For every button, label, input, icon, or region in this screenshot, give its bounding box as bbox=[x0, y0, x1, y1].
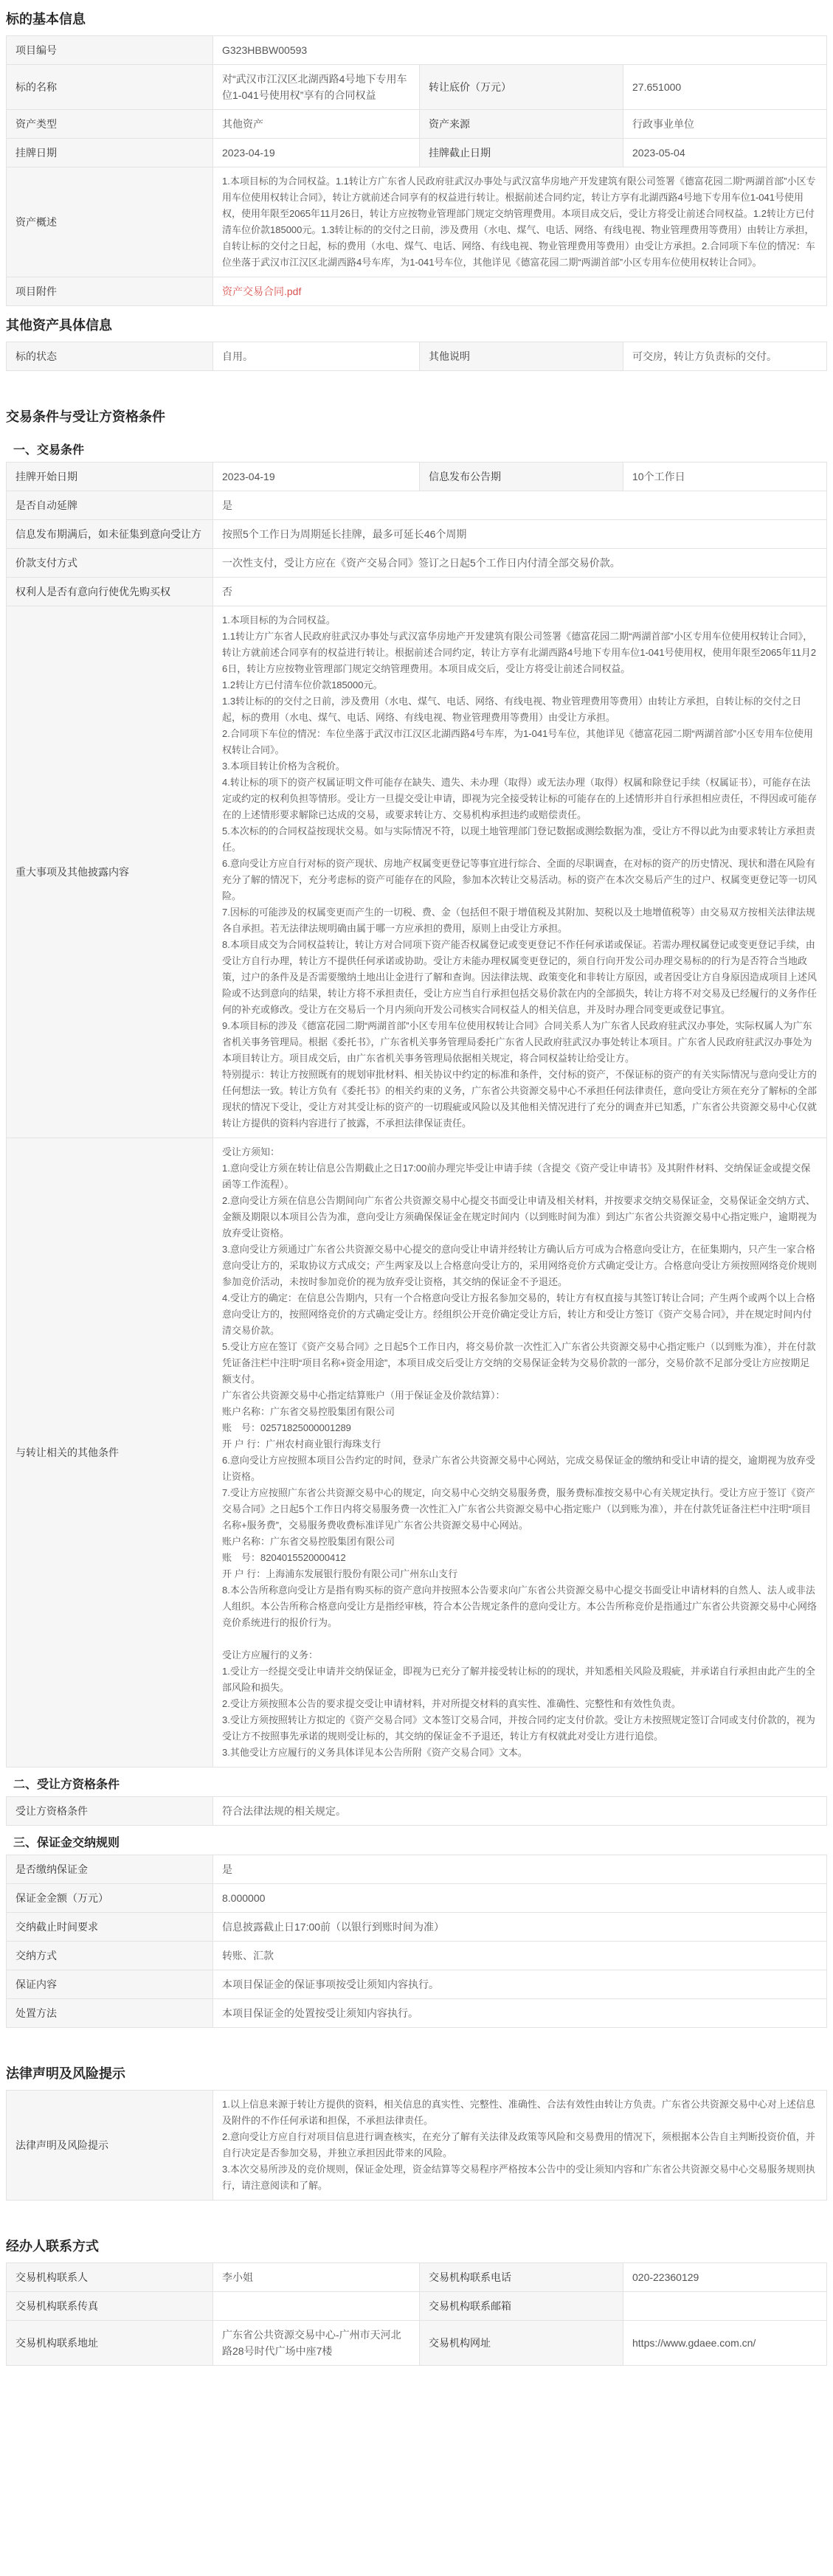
legal-table bbox=[6, 2090, 827, 2201]
name-label: 标的名称 bbox=[7, 65, 213, 110]
major-value: 1.本项目标的为合同权益。 1.1转让方广东省人民政府驻武汉办事处与武汉富华房地产开发建筑有限公司签署《德富花园二期“两湖首部”小区专用车位使用权转让合同》，转让方就前述合同享有的权益进行转让。根据前述合同约定，转让方享有北湖西路4号地下专用车位1-041号使用权，使用年限至2065年11月26日，转让方应按物业管理部门规定交纳管理费用。本项目成交后，受让方将受让前述合同权益。 1.2转让方已付清车位价款185000元。 1.3转让标的的交付之日前，涉及费用（水电、煤气、电话、网络、有线电视、物业管理费用等费用）由转让方承担，自转让标的交付之日起，标的费用（水电、煤气、电话、网络、有线电视、物业管理费用等费用）由受让方承担。 2.合同项下车位的情况：车位坐落于武汉市江汉区北湖西路4号车库，为1-041号车位，其他详见《德富花园二期“两湖首部”小区专用车位使用权转让合同》。 3.本项目转让价格为含税价。 4.转让标的项下的资产权属证明文件可能存在缺失、遗失、未办理（取得）或无法办理（取得）权属和除登记手续（权属证书），可能存在法定或约定的权利负担等情形。受让方一旦提交受让申请，即视为完全接受转让标的可能存在的上述情形并自行承担相应责任，不得因或可能存在的上述情形要求解除已达成的交易，或要求转让方、交易机构承担违约或赔偿责任。 5.本次标的的合同权益按现状交易。如与实际情况不符，以现土地管理部门登记数据或测绘数据为准，受让方不得以此为由要求转让方承担责任。 6.意向受让方应自行对标的资产现状、房地产权属变更登记等事宜进行综合、全面的尽职调查，在对标的资产的历史情况、现状和潜在风险有充分了解的情况下，充分考虑标的资产可能存在的风险，参加本次转让交易活动。标的资产在本次交易后产生的过户、权属变更登记等一切风险。 7.因标的可能涉及的权属变更而产生的一切税、费、金（包括但不限于增值税及其附加、契税以及土地增值税等）由交易双方按相关法律法规各自承担。若无法律法规明确由属于哪一方应承担的费用，原则上由受让方承担。 8.本项目成交为合同权益转让，转让方对合同项下资产能否权属登记或变更登记不作任何承诺或保证。若需办理权属登记或变更登记手续，由受让方自行办理，转让方不提供任何承诺或协助。受让方未能办理权属变更登记的，须自行向开发公司办理交易标的的行为是否符合当地政策，过户的条件及是否需要缴纳土地出让金进行了解和查询。因法律法规、政策变化和非转让方原因，或者因受让方自身原因造成项目上述风险或不达到意向的结果，转让方将不承担责任，受让方应当自行承担包括交易价款在内的全部损失，转让方将不对交易及已经履行的义务作任何的补充或修改。受让方在交易后一个月内须向开发公司核实合同权益人的相关信息，并及时办理合同变更或登记事宜。 9.本项目标的涉及《德富花园二期“两湖首部”小区专用车位使用权转让合同》合同关系人为广东省人民政府驻武汉办事处，实际权属人为广东省机关事务管理局。根据《委托书》，广东省机关事务管理局委托广东省人民政府驻武汉办事处转让本项目。广东省人民政府驻武汉办事处为本项目转让方。项目成交后，由广东省机关事务管理局依据相关规定，将合同权益转让给受让方。 特别提示：转让方按照既有的规划审批材料、相关协议中约定的标准和条件，交付标的资产，不保证标的资产的有关实际情况与意向受让方的任何想法一致。转让方负有《委托书》的相关约束的义务，广东省公共资源交易中心不承担任何法律责任，意向受让方须在充分了解标的全部现状的情况下受让，受让方对其受让标的资产的一切瑕疵或风险以及其他相关情况进行了充分的调查并已知悉，广东省公共资源交易中心仅就转让方提供的资料内容进行了披露，不承担法律保证责任。 bbox=[213, 606, 827, 1138]
phone-value: 020-22360129 bbox=[623, 2263, 827, 2292]
phone-label: 交易机构联系电话 bbox=[420, 2263, 623, 2292]
sub-title-trade: 一、交易条件 bbox=[13, 444, 85, 457]
amount-value: 8.000000 bbox=[213, 1884, 827, 1913]
table-row bbox=[7, 277, 827, 306]
price-label: 转让底价（万元） bbox=[420, 65, 623, 110]
table-row bbox=[7, 2292, 827, 2321]
section-title-conditions: 交易条件与受让方资格条件 bbox=[6, 409, 165, 424]
status-value: 自用。 bbox=[213, 342, 420, 371]
overview-label: 资产概述 bbox=[7, 167, 213, 277]
site-link[interactable]: https://www.gdaee.com.cn/ bbox=[632, 2337, 756, 2349]
table-row bbox=[7, 1138, 827, 1767]
section-title-contact: 经办人联系方式 bbox=[6, 2239, 99, 2254]
list-date-value: 2023-04-19 bbox=[213, 139, 420, 167]
pay-value: 一次性支付，受让方应在《资产交易合同》签订之日起5个工作日内付清全部交易价款。 bbox=[213, 549, 827, 578]
period-label: 信息发布公告期 bbox=[420, 463, 623, 491]
table-row bbox=[7, 2263, 827, 2292]
sub-title-deposit: 三、保证金交纳规则 bbox=[13, 1837, 120, 1849]
deadline-value: 2023-05-04 bbox=[623, 139, 827, 167]
table-row bbox=[7, 2321, 827, 2366]
deadline-label: 挂牌截止日期 bbox=[420, 139, 623, 167]
table-row bbox=[7, 1855, 827, 1884]
extend-label: 信息发布期满后，如未征集到意向受让方 bbox=[7, 520, 213, 549]
deposit-deadline-label: 交纳截止时间要求 bbox=[7, 1913, 213, 1942]
addr-label: 交易机构联系地址 bbox=[7, 2321, 213, 2366]
deposit-deadline-value: 信息披露截止日17:00前（以银行到账时间为准） bbox=[213, 1913, 827, 1942]
need-label: 是否缴纳保证金 bbox=[7, 1855, 213, 1884]
table-row bbox=[7, 1884, 827, 1913]
major-label: 重大事项及其他披露内容 bbox=[7, 606, 213, 1138]
start-label: 挂牌开始日期 bbox=[7, 463, 213, 491]
project-no-value: G323HBBW00593 bbox=[213, 36, 827, 65]
amount-label: 保证金金额（万元） bbox=[7, 1884, 213, 1913]
attachment-link[interactable]: 资产交易合同.pdf bbox=[222, 285, 302, 297]
section-title-basic: 标的基本信息 bbox=[6, 12, 86, 27]
table-row bbox=[7, 139, 827, 167]
related-value: 受让方须知： 1.意向受让方须在转让信息公告期截止之日17:00前办理完毕受让申请手续（含提交《资产受让申请书》及其附件材料、交纳保证金或提交保函等工作流程）。 2.意向受让方须在信息公告期间向广东省公共资源交易中心提交书面受让申请及相关材料，并按要求交纳交易保证金，交易保证金交纳方式、金额及期限以本项目公告为准，意向受让方须确保保证金在规定时间内（以到账时间为准）到达广东省公共资源交易中心指定账户，逾期视为放弃受让资格。 3.意向受让方须通过广东省公共资源交易中心提交的意向受让申请并经转让方确认后方可成为合格意向受让方，在征集期内，只产生一家合格意向受让方的，采取协议方式成交；产生两家及以上合格意向受让方的，采用网络竞价方式确定受让方。合格意向受让方须按照网络竞价规则参加竞价活动，未按时参加竞价的视为放弃受让资格，其交纳的保证金不予退还。 4.受让方的确定：在信息公告期内，只有一个合格意向受让方报名参加交易的，转让方有权直接与其签订转让合同；产生两个或两个以上合格意向受让方的，按照网络竞价的方式确定受让方。经组织公开竞价确定受让方后，转让方和受让方签订《资产交易合同》，并在规定时间内付清交易价款。 5.受让方应在签订《资产交易合同》之日起5个工作日内，将交易价款一次性汇入广东省公共资源交易中心指定账户（以到账为准），并在付款凭证备注栏中注明“项目名称+资金用途”，本项目成交后受让方交纳的交易保证金转为交易价款的一部分，交易价款不足部分受让方应按期足额支付。 广东省公共资源交易中心指定结算账户（用于保证金及价款结算）： 账户名称：广东省交易控股集团有限公司 账 号：02571825000001289 开 户 行：广州农村商业银行海珠支行 6.意向受让方应按照本项目公告约定的时间，登录广东省公共资源交易中心网站，完成交易保证金的缴纳和受让申请的提交，逾期视为放弃受让资格。 7.受让方应按照广东省公共资源交易中心的规定，向交易中心交纳交易服务费，服务费标准按交易中心有关规定执行。受让方应于签订《资产交易合同》之日起5个工作日内将交易服务费一次性汇入广东省公共资源交易中心指定账户（以到账为准），并在付款凭证备注栏中注明“项目名称+服务费”，交易服务费收费标准详见广东省公共资源交易中心网站。 账户名称：广东省交易控股集团有限公司 账 号：8204015520000412 开 户 行：上海浦东发展银行股份有限公司广州东山支行 8.本公告所称意向受让方是指有购买标的资产意向并按照本公告要求向广东省公共资源交易中心提交书面受让申请材料的自然人、法人或非法人组织。本公告所称合格意向受让方是指经审核，符合本公告规定条件的意向受让方。本公告所称竞价是指通过广东省公共资源交易中心网络竞价系统进行的报价行为。 受让方应履行的义务： 1.受让方一经提交受让申请并交纳保证金，即视为已充分了解并接受转让标的的现状，并知悉相关风险及瑕疵，并承诺自行承担由此产生的全部风险和损失。 2.受让方须按照本公告的要求提交受让申请材料，并对所提交材料的真实性、准确性、完整性和有效性负责。 3.受让方须按照转让方拟定的《资产交易合同》文本签订交易合同，并按合同约定支付价款。受让方未按照规定签订合同或支付价款的，视为受让方不按照事先承诺的规则受让标的，其交纳的保证金不予退还，转让方有权就此对受让方进行追偿。 3.其他受让方应履行的义务具体详见本公告所附《资产交易合同》文本。 bbox=[213, 1138, 827, 1767]
form-value: 本项目保证金的保证事项按受让须知内容执行。 bbox=[213, 1970, 827, 1999]
method-value: 转账、汇款 bbox=[213, 1942, 827, 1970]
table-row bbox=[7, 1970, 827, 1999]
start-value: 2023-04-19 bbox=[213, 463, 420, 491]
pay-label: 价款支付方式 bbox=[7, 549, 213, 578]
email-label: 交易机构联系邮箱 bbox=[420, 2292, 623, 2321]
other-value: 可交房，转让方负责标的交付。 bbox=[623, 342, 827, 371]
table-row bbox=[7, 2091, 827, 2201]
type-value: 其他资产 bbox=[213, 110, 420, 139]
sub-title-qualification: 二、受让方资格条件 bbox=[13, 1779, 120, 1791]
table-row bbox=[7, 520, 827, 549]
table-row bbox=[7, 1797, 827, 1826]
other-info-table bbox=[6, 342, 827, 371]
priority-value: 否 bbox=[213, 578, 827, 606]
table-row bbox=[7, 463, 827, 491]
table-row bbox=[7, 65, 827, 110]
section-title-legal: 法律声明及风险提示 bbox=[6, 2066, 125, 2081]
name-value: 对“武汉市江汉区北湖西路4号地下专用车位1-041号使用权”享有的合同权益 bbox=[213, 65, 420, 110]
priority-label: 权利人是否有意向行使优先购买权 bbox=[7, 578, 213, 606]
table-row bbox=[7, 36, 827, 65]
form-label: 保证内容 bbox=[7, 1970, 213, 1999]
table-row bbox=[7, 491, 827, 520]
person-label: 交易机构联系人 bbox=[7, 2263, 213, 2292]
source-label: 资产来源 bbox=[420, 110, 623, 139]
deposit-table bbox=[6, 1855, 827, 2028]
price-value: 27.651000 bbox=[623, 65, 827, 110]
legal-value: 1.以上信息来源于转让方提供的资料，相关信息的真实性、完整性、准确性、合法有效性由转让方负责。广东省公共资源交易中心对上述信息及附件的不作任何承诺和担保，不承担法律责任。 2.意向受让方应自行对项目信息进行调查核实，在充分了解有关法律及政策等风险和交易费用的情况下，须根据本公告自主判断投资价值，并自行决定是否参加交易，并独立承担因此带来的风险。 3.本次交易所涉及的竞价规则，保证金处理，资金结算等交易程序严格按本公告中的受让须知内容和广东省公共资源交易中心交易服务规则执行，请注意阅读和了解。 bbox=[213, 2091, 827, 2201]
table-row bbox=[7, 606, 827, 1138]
type-label: 资产类型 bbox=[7, 110, 213, 139]
auto-value: 是 bbox=[213, 491, 827, 520]
contact-table bbox=[6, 2262, 827, 2366]
addr-value: 广东省公共资源交易中心-广州市天河北路28号时代广场中座7楼 bbox=[213, 2321, 420, 2366]
attachment-label: 项目附件 bbox=[7, 277, 213, 306]
table-row bbox=[7, 110, 827, 139]
qualification-table bbox=[6, 1796, 827, 1826]
other-label: 其他说明 bbox=[420, 342, 623, 371]
period-value: 10个工作日 bbox=[623, 463, 827, 491]
project-no-label: 项目编号 bbox=[7, 36, 213, 65]
trade-conditions-table bbox=[6, 462, 827, 1767]
auto-label: 是否自动延牌 bbox=[7, 491, 213, 520]
status-label: 标的状态 bbox=[7, 342, 213, 371]
fax-value bbox=[213, 2292, 420, 2321]
person-value: 李小姐 bbox=[213, 2263, 420, 2292]
table-row bbox=[7, 1999, 827, 2028]
table-row bbox=[7, 167, 827, 277]
basic-info-table bbox=[6, 35, 827, 306]
list-date-label: 挂牌日期 bbox=[7, 139, 213, 167]
table-row bbox=[7, 342, 827, 371]
method-label: 交纳方式 bbox=[7, 1942, 213, 1970]
table-row bbox=[7, 1913, 827, 1942]
related-label: 与转让相关的其他条件 bbox=[7, 1138, 213, 1767]
need-value: 是 bbox=[213, 1855, 827, 1884]
qual-value: 符合法律法规的相关规定。 bbox=[213, 1797, 827, 1826]
overview-value: 1.本项目标的为合同权益。1.1转让方广东省人民政府驻武汉办事处与武汉富华房地产开发建筑有限公司签署《德富花园二期“两湖首部”小区专用车位使用权转让合同》，转让方就前述合同享有的权益进行转让。根据前述合同约定，转让方享有北湖西路4号地下专用车位1-041号使用权，使用年限至2065年11月26日，转让方应按物业管理部门规定交纳管理费用。本项目成交后，受让方将受让前述合同权益。1.2转让方已付清车位价款185000元。1.3转让标的的交付之日前，涉及费用（水电、煤气、电话、网络、有线电视、物业管理费用等费用）由转让方承担，自转让标的交付之日起，标的费用（水电、煤气、电话、网络、有线电视、物业管理费用等费用）由受让方承担。2.合同项下车位的情况：车位坐落于武汉市江汉区北湖西路4号车库，为1-041号车位，其他详见《德富花园二期“两湖首部”小区专用车位使用权转让合同》。 bbox=[213, 167, 827, 277]
site-label: 交易机构网址 bbox=[420, 2321, 623, 2366]
source-value: 行政事业单位 bbox=[623, 110, 827, 139]
section-title-other: 其他资产具体信息 bbox=[6, 318, 112, 333]
extend-value: 按照5个工作日为周期延长挂牌，最多可延长46个周期 bbox=[213, 520, 827, 549]
dispose-label: 处置方法 bbox=[7, 1999, 213, 2028]
dispose-value: 本项目保证金的处置按受让须知内容执行。 bbox=[213, 1999, 827, 2028]
table-row bbox=[7, 578, 827, 606]
legal-label: 法律声明及风险提示 bbox=[7, 2091, 213, 2201]
fax-label: 交易机构联系传真 bbox=[7, 2292, 213, 2321]
qual-label: 受让方资格条件 bbox=[7, 1797, 213, 1826]
email-value bbox=[623, 2292, 827, 2321]
table-row bbox=[7, 549, 827, 578]
table-row bbox=[7, 1942, 827, 1970]
